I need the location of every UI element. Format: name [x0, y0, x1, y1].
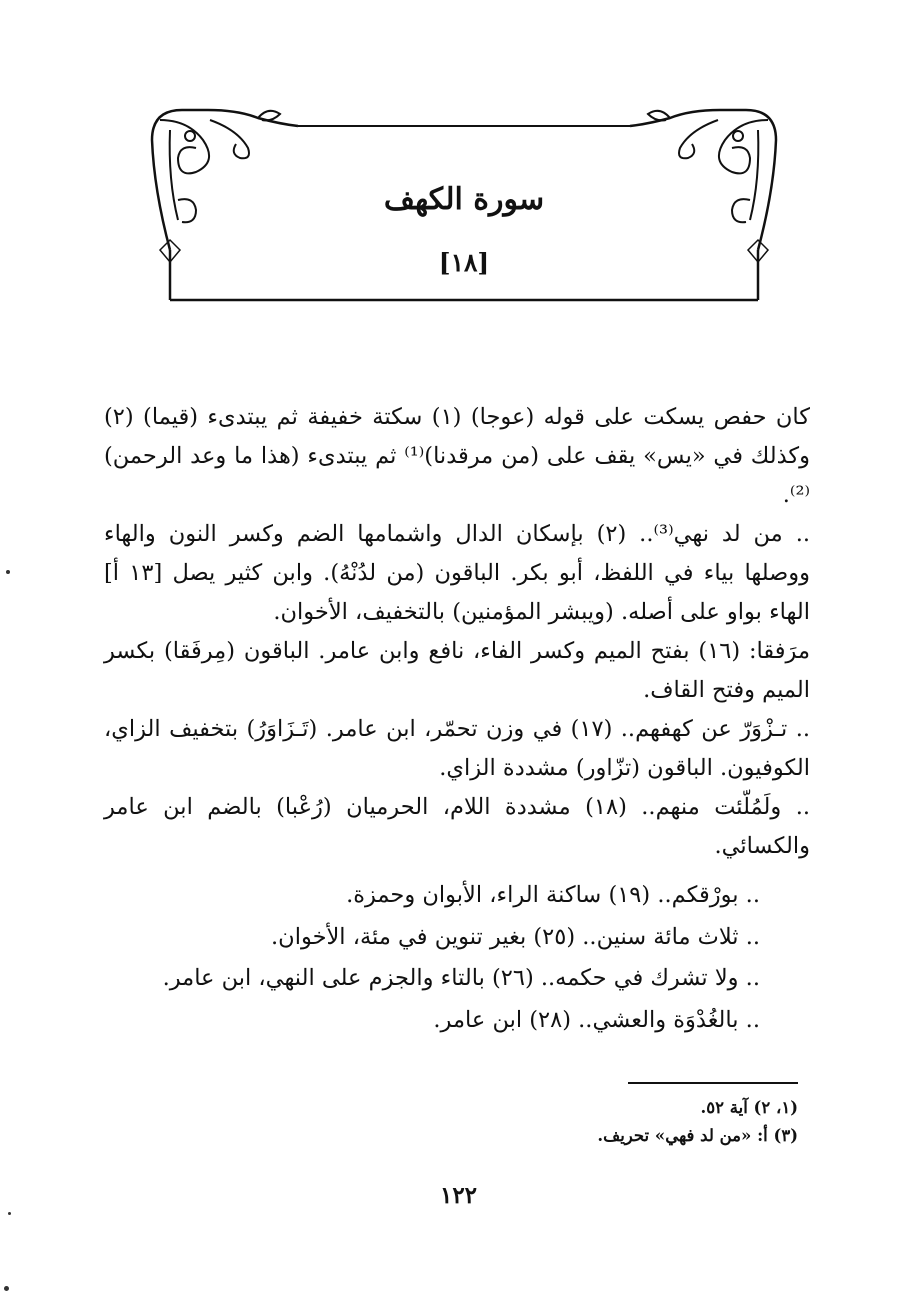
list-item: .. ثلاث مائة سنين.. (٢٥) بغير تنوين في مئة، الأخوان.: [271, 923, 760, 950]
footnote: (٣) أ: «من لد فهي» تحريف.: [597, 1126, 798, 1145]
footnote: (١، ٢) آية ٥٢.: [700, 1098, 798, 1117]
surah-number: [١٨]: [438, 248, 490, 277]
page-number: ١٢٢: [439, 1182, 478, 1209]
footnotes: [500, 1094, 798, 1150]
scan-speck: [4, 1286, 9, 1291]
list-item: .. بالغُدْوَة والعشي.. (٢٨) ابن عامر.: [433, 1006, 760, 1033]
main-text: [104, 398, 810, 866]
list-item: .. بورْقكم.. (١٩) ساكنة الراء، الأبوان وحمزة.: [346, 882, 760, 908]
readings-list: [104, 875, 760, 1041]
paragraph: .. تـزْوَرّ عن كهفهم.. (١٧) في وزن تحمّر، ابن عامر. (تَـزَاوَرُ) بتخفيف الزاي، الكوفيون. الباقون (تزّاور) مشددة الزاي.: [104, 716, 811, 781]
surah-title: سورة الكهف: [383, 182, 545, 217]
paragraph: كان حفص يسكت على قوله (عوجا) (١) سكتة خفيفة ثم يبتدىء (قيما) (٢) وكذلك في «يس» يقف على (من مرقدنا)⁽¹⁾ ثم يبتدىء (هذا ما وعد الرحمن)⁽²⁾.: [104, 404, 810, 508]
scan-speck: [6, 570, 10, 574]
paragraph: .. من لد نهي⁽³⁾.. (٢) بإسكان الدال واشمامها الضم وكسر النون والهاء ووصلها بياء في اللفظ، أبو بكر. الباقون (من لدُنْهُ). وابن كثير يصل [١٣ أ] الهاء بواو على أصله. (ويبشر المؤمنين) بالتخفيف، الأخوان.: [104, 521, 810, 625]
scan-speck: [8, 1212, 11, 1215]
paragraph: مرَفقا: (١٦) بفتح الميم وكسر الفاء، نافع وابن عامر. الباقون (مِرفَقا) بكسر الميم وفتح القاف.: [104, 638, 810, 703]
footnote-divider: [628, 1082, 798, 1084]
title-frame: [148, 100, 780, 310]
list-item: .. ولا تشرك في حكمه.. (٢٦) بالتاء والجزم على النهي، ابن عامر.: [162, 965, 760, 991]
paragraph: .. ولَمُلّئت منهم.. (١٨) مشددة اللام، الحرميان (رُعْبا) بالضم ابن عامر والكسائي.: [104, 794, 810, 859]
